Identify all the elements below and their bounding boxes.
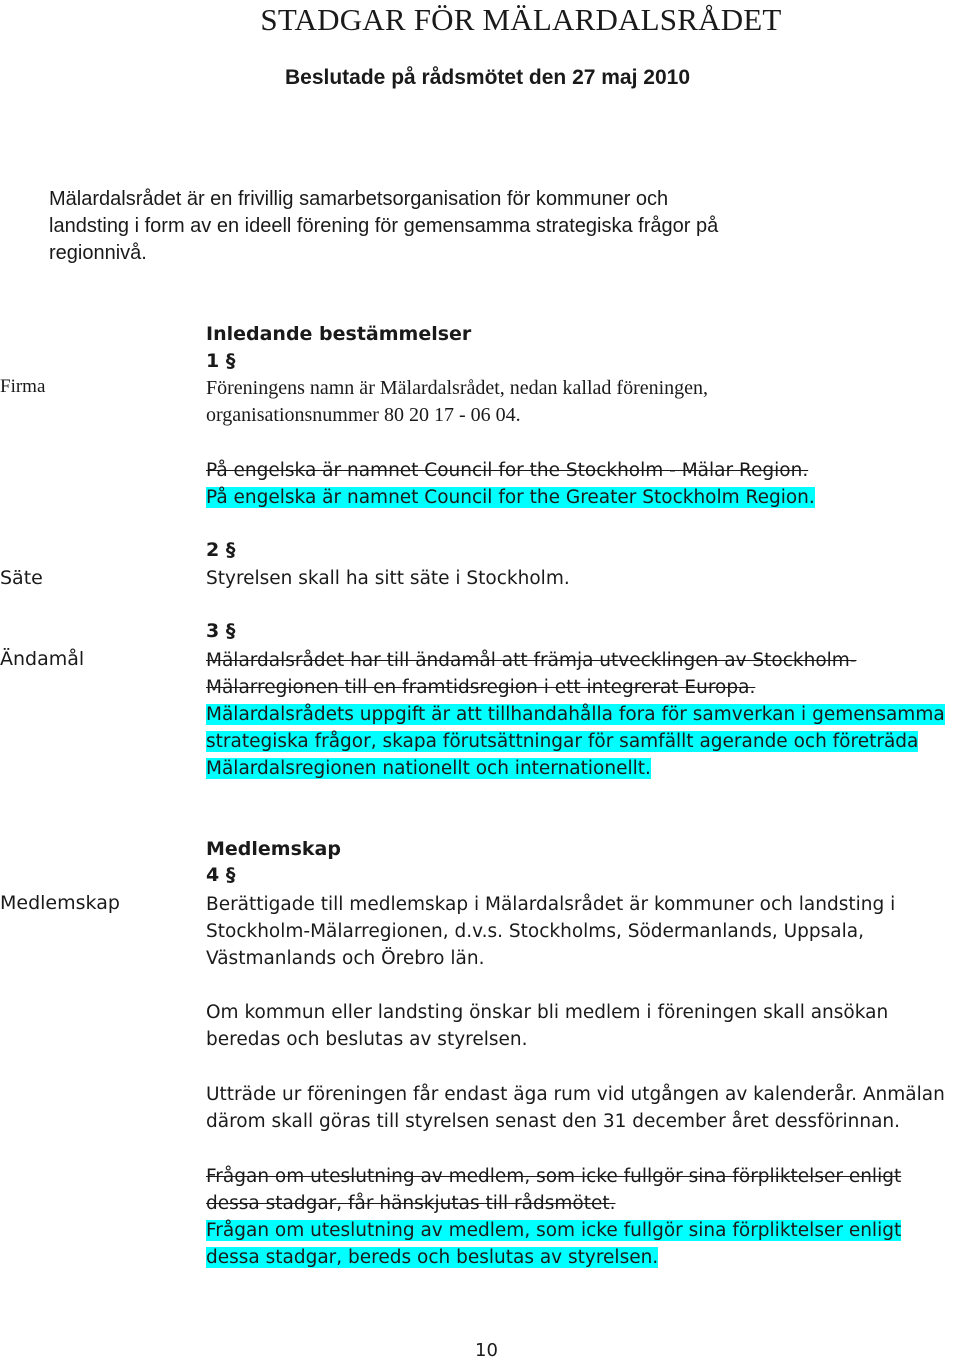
paragraph-2-text: Styrelsen skall ha sitt säte i Stockholm.: [206, 568, 570, 589]
text-line: därom skall göras till styrelsen senast den 31 december året dessförinnan.: [206, 1111, 901, 1132]
intro-line: landsting i form av en ideell förening för gemensamma strategiska frågor på: [49, 215, 719, 237]
text-line: Utträde ur föreningen får endast äga rum vid utgången av kalenderår. Anmälan: [206, 1084, 945, 1105]
section-heading-medlemskap: Medlemskap: [206, 838, 341, 860]
paragraph-number-2: 2 §: [206, 539, 236, 561]
added-text: Frågan om uteslutning av medlem, som icke fullgör sina förpliktelser enligt: [206, 1220, 902, 1241]
paragraph-4-application: [206, 999, 888, 1053]
paragraph-1-english-name: [206, 457, 815, 511]
struck-text: Mälarregionen till en framtidsregion i ett integrerat Europa.: [206, 677, 756, 698]
added-text: Mälardalsrådets uppgift är att tillhandahålla fora för samverkan i gemensamma: [206, 704, 945, 725]
paragraph-4-eligibility: [206, 891, 895, 972]
added-text: På engelska är namnet Council for the Greater Stockholm Region.: [206, 487, 815, 508]
margin-label-sate: Säte: [0, 567, 43, 589]
text-line: Västmanlands och Örebro län.: [206, 948, 485, 969]
intro-paragraph: [49, 186, 718, 267]
paragraph-number-3: 3 §: [206, 620, 236, 642]
paragraph-number-4: 4 §: [206, 864, 236, 886]
text-line: Stockholm-Mälarregionen, d.v.s. Stockholms, Södermanlands, Uppsala,: [206, 921, 864, 942]
text-line: Föreningens namn är Mälardalsrådet, nedan kallad föreningen,: [206, 377, 709, 399]
paragraph-4-exit: [206, 1081, 945, 1135]
paragraph-3-text: [206, 647, 945, 782]
struck-text: Mälardalsrådet har till ändamål att främja utvecklingen av Stockholm-: [206, 650, 857, 671]
paragraph-number-1: 1 §: [206, 350, 236, 372]
struck-text: På engelska är namnet Council for the Stockholm - Mälar Region.: [206, 460, 809, 481]
section-heading-inledande: Inledande bestämmelser: [206, 323, 472, 345]
text-line: Om kommun eller landsting önskar bli medlem i föreningen skall ansökan: [206, 1002, 889, 1023]
paragraph-4-expulsion: [206, 1163, 901, 1271]
document-title: STADGAR FÖR MÄLARDALSRÅDET: [260, 2, 782, 37]
margin-label-firma: Firma: [0, 376, 46, 397]
struck-text: dessa stadgar, får hänskjutas till rådsmötet.: [206, 1193, 616, 1214]
margin-label-medlemskap: Medlemskap: [0, 892, 120, 914]
added-text: Mälardalsregionen nationellt och internationellt.: [206, 758, 651, 779]
intro-line: regionnivå.: [49, 242, 147, 264]
struck-text: Frågan om uteslutning av medlem, som icke fullgör sina förpliktelser enligt: [206, 1166, 902, 1187]
added-text: strategiska frågor, skapa förutsättningar för samfällt agerande och företräda: [206, 731, 919, 752]
text-line: Berättigade till medlemskap i Mälardalsrådet är kommuner och landsting i: [206, 894, 896, 915]
text-line: organisationsnummer 80 20 17 - 06 04.: [206, 404, 521, 426]
added-text: dessa stadgar, bereds och beslutas av styrelsen.: [206, 1247, 659, 1268]
paragraph-1-text: [206, 375, 708, 429]
text-line: beredas och beslutas av styrelsen.: [206, 1029, 528, 1050]
page-number: 10: [475, 1340, 498, 1361]
margin-label-andamal: Ändamål: [0, 648, 85, 670]
intro-line: Mälardalsrådet är en frivillig samarbetsorganisation för kommuner och: [49, 188, 669, 210]
document-subtitle: Beslutade på rådsmötet den 27 maj 2010: [285, 66, 690, 89]
